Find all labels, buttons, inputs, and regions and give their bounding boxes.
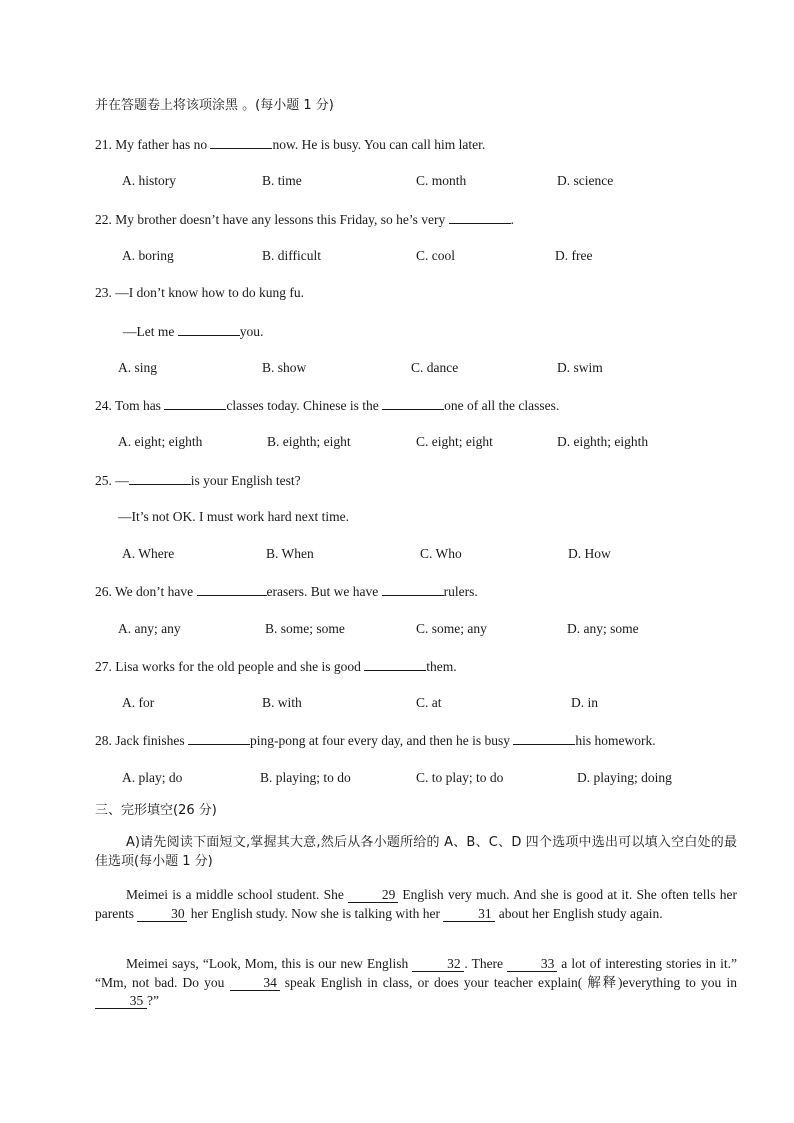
question-number: 26. <box>95 584 112 599</box>
option-a: A. for <box>122 695 155 710</box>
question-text: My brother doesn’t have any lessons this Friday, so he’s very <box>115 212 449 227</box>
option-c: C. eight; eight <box>416 434 493 449</box>
question-text: you. <box>239 324 264 339</box>
option-b: B. When <box>266 546 314 561</box>
blank-34: 34 <box>230 976 280 991</box>
question-28 <box>95 731 656 750</box>
option-c: C. month <box>416 173 467 188</box>
option-d: D. eighth; eighth <box>557 434 649 449</box>
passage-text: ?” <box>147 993 159 1008</box>
question-text: Jack finishes <box>115 733 188 748</box>
option-a: A. boring <box>122 248 174 263</box>
blank-31: 31 <box>443 907 495 922</box>
passage-text: Meimei says, “Look, Mom, this is our new English <box>126 956 413 971</box>
answer-blank <box>364 657 426 671</box>
option-d: D. playing; doing <box>577 770 672 785</box>
question-text: —I don’t know how to do kung fu. <box>115 285 304 300</box>
question-text: My father has no <box>115 137 211 152</box>
question-number: 24. <box>95 398 112 413</box>
passage-text: English very much. And she is good at it. She often tells her parents <box>95 887 737 921</box>
question-27 <box>95 657 457 676</box>
instruction-line: 并在答题卷上将该项涂黑 。(每小题 1 分) <box>95 98 334 113</box>
blank-33: 33 <box>507 957 557 972</box>
question-text: ping-pong at four every day, and then he is busy <box>249 733 514 748</box>
answer-blank <box>449 210 511 224</box>
question-number: 22. <box>95 212 112 227</box>
question-text: one of all the classes. <box>444 398 560 413</box>
option-b: B. some; some <box>265 621 345 636</box>
option-a: A. history <box>122 173 176 188</box>
blank-35: 35 <box>95 994 147 1009</box>
option-a: A. any; any <box>118 621 181 636</box>
section-title: 三、完形填空(26 分) <box>95 803 217 818</box>
question-number: 25. <box>95 473 112 488</box>
answer-blank <box>188 731 250 745</box>
question-21 <box>95 135 485 154</box>
option-c: C. cool <box>416 248 455 263</box>
question-24 <box>95 396 559 415</box>
question-text: . <box>510 212 514 227</box>
option-d: D. How <box>568 546 611 561</box>
answer-blank <box>382 582 444 596</box>
question-text: his homework. <box>575 733 656 748</box>
option-a: A. Where <box>122 546 175 561</box>
option-d: D. free <box>555 248 593 263</box>
question-text: Lisa works for the old people and she is good <box>115 659 365 674</box>
question-text: them. <box>426 659 457 674</box>
question-number: 27. <box>95 659 112 674</box>
question-26 <box>95 582 478 601</box>
answer-blank <box>513 731 575 745</box>
option-c: C. to play; to do <box>416 770 504 785</box>
option-d: D. swim <box>557 360 603 375</box>
question-text: —Let me <box>123 324 178 339</box>
passage-text: about her English study again. <box>495 905 663 921</box>
option-c: C. dance <box>411 360 459 375</box>
option-b: B. show <box>262 360 307 375</box>
question-text: We don’t have <box>115 584 197 599</box>
answer-blank <box>210 135 272 149</box>
question-text: Tom has <box>115 398 165 413</box>
passage-text: . There <box>464 956 508 971</box>
blank-30: 30 <box>137 907 187 922</box>
question-text: now. He is busy. You can call him later. <box>272 137 486 152</box>
question-text: —It’s not OK. I must work hard next time. <box>118 509 349 524</box>
answer-blank <box>129 471 191 485</box>
passage-paragraph-1 <box>95 886 737 923</box>
passage-paragraph-2 <box>95 955 737 1011</box>
option-b: B. time <box>262 173 302 188</box>
question-text: — <box>115 473 129 488</box>
option-a: A. play; do <box>122 770 183 785</box>
question-25-reply <box>118 508 349 526</box>
option-a: A. sing <box>118 360 158 375</box>
question-25 <box>95 471 301 490</box>
answer-blank <box>178 322 240 336</box>
passage-text: speak English in class, or does your teacher explain( 解释)everything to you in <box>279 974 737 990</box>
option-b: B. playing; to do <box>260 770 351 785</box>
option-c: C. Who <box>420 546 462 561</box>
answer-blank <box>382 396 444 410</box>
answer-blank <box>197 582 267 596</box>
option-d: D. in <box>571 695 598 710</box>
option-b: B. difficult <box>262 248 321 263</box>
passage-text: her English study. Now she is talking with her <box>187 905 444 921</box>
question-23 <box>95 284 304 302</box>
passage-text: a lot of interesting stories in it.” “Mm, not bad. Do you <box>95 956 738 990</box>
question-text: rulers. <box>443 584 478 599</box>
blank-29: 29 <box>348 888 398 903</box>
option-c: C. at <box>416 695 442 710</box>
blank-32: 32 <box>412 957 464 972</box>
question-number: 28. <box>95 733 112 748</box>
option-d: D. science <box>557 173 614 188</box>
question-number: 23. <box>95 285 112 300</box>
option-a: A. eight; eighth <box>118 434 203 449</box>
question-22 <box>95 210 514 229</box>
question-text: is your English test? <box>190 473 301 488</box>
question-text: erasers. But we have <box>266 584 382 599</box>
question-text: classes today. Chinese is the <box>226 398 383 413</box>
option-c: C. some; any <box>416 621 487 636</box>
question-23-reply <box>123 322 263 341</box>
passage-text: Meimei is a middle school student. She <box>126 887 349 902</box>
option-b: B. with <box>262 695 302 710</box>
question-number: 21. <box>95 137 112 152</box>
answer-blank <box>164 396 226 410</box>
option-b: B. eighth; eight <box>267 434 351 449</box>
option-d: D. any; some <box>567 621 639 636</box>
section-instructions: A)请先阅读下面短文,掌握其大意,然后从各小题所给的 A、B、C、D 四个选项中选出可以填入空白处的最佳选项(每小题 1 分) <box>95 835 737 869</box>
